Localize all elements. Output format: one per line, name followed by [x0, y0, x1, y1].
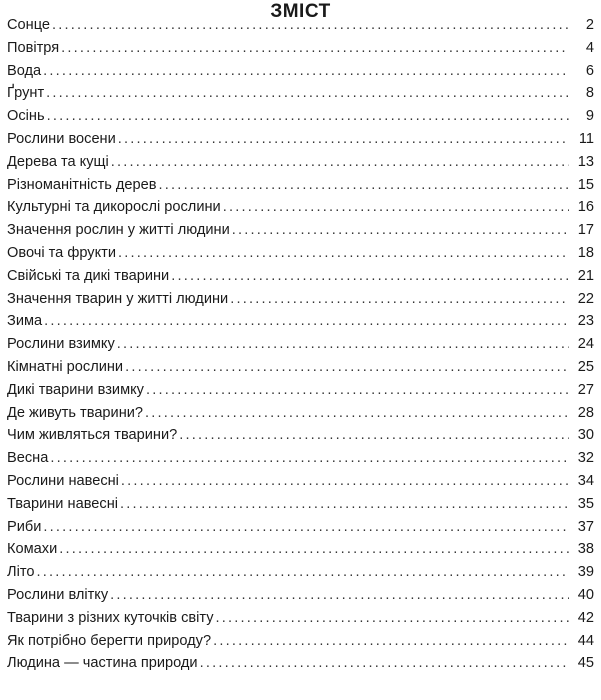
toc-entry [7, 37, 594, 60]
toc-entry-title: Весна [7, 450, 49, 467]
toc-entry [7, 447, 594, 470]
toc-entry-title: Рослини навесні [7, 472, 119, 489]
toc-entry [7, 14, 594, 37]
toc-entry [7, 584, 594, 607]
dot-leader [179, 424, 569, 447]
toc-entry-page-number: 11 [578, 130, 594, 147]
toc-entry-page-number: 4 [585, 39, 594, 56]
dot-leader [232, 219, 569, 242]
toc-entry-title: Сонце [7, 17, 51, 33]
toc-entry-page-number: 23 [577, 313, 594, 330]
toc-entry-title: Овочі та фрукти [7, 244, 116, 261]
toc-title: ЗМІСТ [270, 1, 331, 22]
toc-entry-page-number: 45 [577, 655, 594, 672]
toc-entry-page-number: 35 [577, 495, 594, 512]
toc-entry [7, 538, 594, 561]
toc-entry [7, 356, 594, 379]
toc-entry-title: Як потрібно берегти природу? [7, 632, 212, 649]
toc-entry-page-number: 8 [585, 85, 594, 102]
dot-leader [121, 470, 569, 493]
toc-entry-title: Тварини навесні [7, 495, 118, 512]
toc-entry-page-number: 2 [585, 17, 594, 33]
toc-entry [7, 470, 594, 493]
toc-entry-page-number: 28 [577, 404, 594, 421]
toc-entry [7, 105, 594, 128]
toc-entry-title: Рослини влітку [7, 586, 109, 603]
toc-entry-page-number: 40 [577, 586, 594, 603]
toc-entry-page-number: 30 [577, 427, 594, 444]
toc-entry-page-number: 17 [577, 222, 594, 239]
dot-leader [213, 630, 569, 653]
toc-entry-title: Чим живляться тварини? [7, 427, 178, 444]
toc-entry-title: Кімнатні рослини [7, 358, 124, 375]
toc-entry-title: Комахи [7, 541, 58, 558]
toc-entry-page-number: 21 [577, 267, 594, 284]
toc-entry-title: Зима [7, 313, 43, 330]
toc-entry [7, 333, 594, 356]
toc-entry [7, 652, 594, 675]
toc-entry-title: Значення тварин у житті людини [7, 290, 229, 307]
toc-entry [7, 561, 594, 584]
toc-entry-title: Повітря [7, 39, 60, 56]
toc-entry-page-number: 37 [577, 518, 594, 535]
dot-leader [43, 60, 569, 83]
toc-entry [7, 128, 594, 151]
toc-entry [7, 174, 594, 197]
toc-entry-page-number: 18 [577, 244, 594, 261]
dot-leader [52, 14, 569, 37]
dot-leader [50, 447, 569, 470]
dot-leader [171, 265, 569, 288]
toc-entry-page-number: 27 [577, 381, 594, 398]
toc-entry [7, 151, 594, 174]
dot-leader [47, 105, 569, 128]
dot-leader [118, 242, 569, 265]
toc-entry [7, 288, 594, 311]
dot-leader [216, 607, 569, 630]
dot-leader [120, 493, 569, 516]
toc-list [7, 14, 594, 675]
dot-leader [118, 128, 569, 151]
toc-entry-title: Свійські та дикі тварини [7, 267, 170, 284]
toc-entry [7, 424, 594, 447]
dot-leader [36, 561, 569, 584]
toc-entry-title: Культурні та дикорослі рослини [7, 199, 221, 216]
toc-entry-title: Літо [7, 564, 35, 581]
toc-entry-title: Рослини взимку [7, 336, 115, 353]
dot-leader [146, 379, 569, 402]
toc-entry-title: Риби [7, 518, 42, 535]
toc-entry [7, 379, 594, 402]
toc-entry [7, 402, 594, 425]
toc-entry-title: Різноманітність дерев [7, 176, 157, 193]
toc-entry-page-number: 25 [577, 358, 594, 375]
dot-leader [159, 174, 569, 197]
dot-leader [111, 151, 569, 174]
dot-leader [117, 333, 569, 356]
dot-leader [125, 356, 569, 379]
dot-leader [110, 584, 569, 607]
toc-entry-title: Людина — частина природи [7, 655, 198, 672]
toc-entry [7, 265, 594, 288]
toc-entry-title: Вода [7, 62, 42, 79]
toc-entry-page-number: 22 [577, 290, 594, 307]
dot-leader [145, 402, 569, 425]
toc-entry [7, 607, 594, 630]
toc-entry [7, 60, 594, 83]
dot-leader [61, 37, 569, 60]
dot-leader [59, 538, 569, 561]
dot-leader [200, 652, 569, 675]
toc-entry [7, 630, 594, 653]
toc-entry-title: Тварини з різних куточків світу [7, 609, 214, 626]
toc-entry-title: Значення рослин у житті людини [7, 222, 230, 239]
dot-leader [44, 310, 569, 333]
toc-entry-page-number: 39 [577, 564, 594, 581]
toc-entry-title: Дикі тварини взимку [7, 381, 144, 398]
toc-entry-page-number: 44 [577, 632, 594, 649]
toc-entry [7, 219, 594, 242]
toc-entry-page-number: 13 [577, 153, 594, 170]
toc-entry [7, 516, 594, 539]
toc-entry [7, 196, 594, 219]
toc-entry [7, 242, 594, 265]
toc-entry-page-number: 38 [577, 541, 594, 558]
toc-entry [7, 82, 594, 105]
toc-entry-page-number: 34 [577, 472, 594, 489]
toc-entry-page-number: 9 [585, 108, 594, 125]
toc-entry-title: Рослини восени [7, 130, 116, 147]
toc-entry-page-number: 32 [577, 450, 594, 467]
dot-leader [46, 82, 569, 105]
toc-entry-page-number: 24 [577, 336, 594, 353]
toc-entry-page-number: 16 [577, 199, 594, 216]
toc-entry-page-number: 15 [577, 176, 594, 193]
toc-entry-title: Осінь [7, 108, 45, 125]
dot-leader [230, 288, 569, 311]
toc-entry-page-number: 42 [577, 609, 594, 626]
dot-leader [43, 516, 569, 539]
toc-entry [7, 493, 594, 516]
toc-entry-title: Ґрунт [7, 85, 45, 102]
toc-entry-page-number: 6 [585, 62, 594, 79]
toc-entry-title: Дерева та кущі [7, 153, 109, 170]
toc-entry-title: Де живуть тварини? [7, 404, 144, 421]
toc-entry [7, 310, 594, 333]
dot-leader [223, 196, 569, 219]
